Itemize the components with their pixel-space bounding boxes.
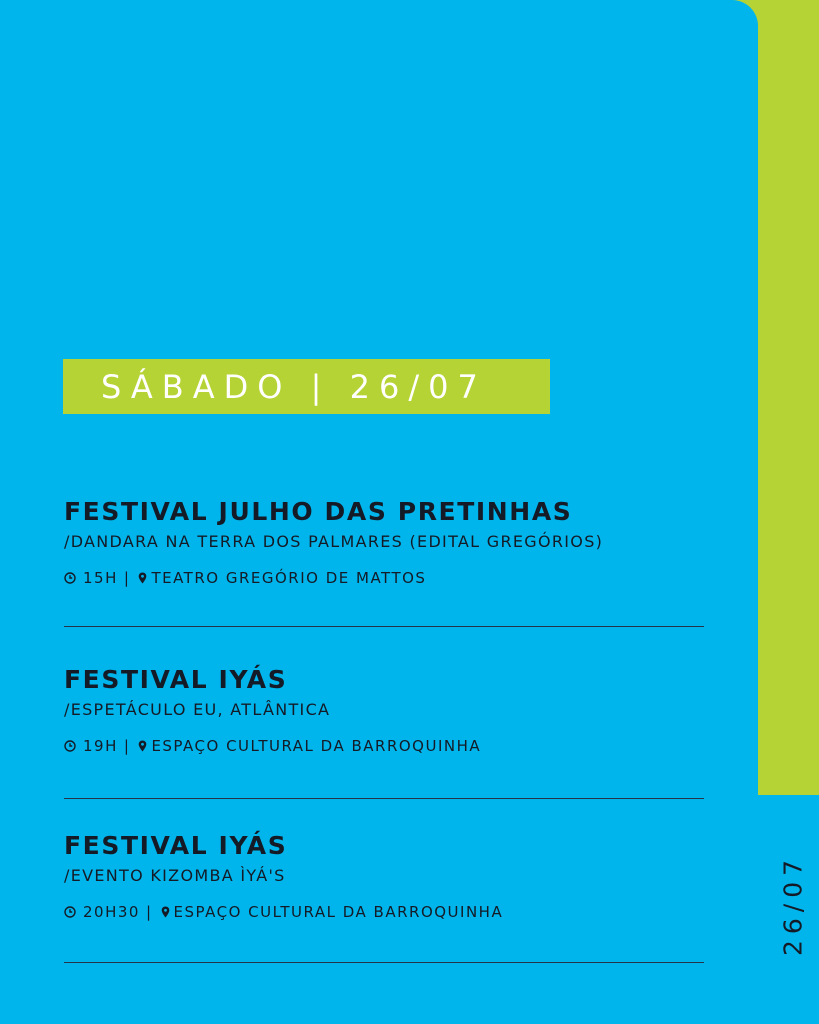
event-subtitle: /DANDARA NA TERRA DOS PALMARES (EDITAL GREGÓRIOS) (64, 532, 604, 551)
event-meta (64, 903, 724, 921)
event-venue: TEATRO GREGÓRIO DE MATTOS (151, 569, 427, 587)
divider (64, 798, 704, 799)
event-item (64, 832, 724, 921)
clock-icon (64, 740, 76, 752)
event-subtitle: /EVENTO KIZOMBA ÌYÁ'S (64, 866, 286, 885)
event-title: FESTIVAL IYÁS (64, 665, 288, 694)
meta-separator: | (145, 903, 153, 921)
event-venue: ESPAÇO CULTURAL DA BARROQUINHA (151, 737, 482, 755)
clock-icon (64, 572, 76, 584)
event-meta (64, 737, 724, 755)
side-date-label: 26/07 (778, 853, 808, 957)
location-pin-icon (161, 906, 170, 918)
date-banner (63, 359, 550, 414)
event-time: 19H (83, 737, 118, 755)
event-venue: ESPAÇO CULTURAL DA BARROQUINHA (173, 903, 504, 921)
meta-separator: | (123, 737, 131, 755)
divider (64, 962, 704, 963)
event-item (64, 666, 724, 755)
event-subtitle: /ESPETÁCULO EU, ATLÂNTICA (64, 700, 331, 719)
event-item (64, 498, 724, 587)
meta-separator: | (123, 569, 131, 587)
location-pin-icon (138, 740, 147, 752)
event-meta (64, 569, 724, 587)
event-time: 20H30 (83, 903, 140, 921)
clock-icon (64, 906, 76, 918)
date-banner-text: SÁBADO | 26/07 (101, 367, 487, 406)
event-time: 15H (83, 569, 118, 587)
green-notch (758, 765, 819, 795)
event-title: FESTIVAL IYÁS (64, 831, 288, 860)
event-title: FESTIVAL JULHO DAS PRETINHAS (64, 497, 573, 526)
divider (64, 626, 704, 627)
location-pin-icon (138, 572, 147, 584)
